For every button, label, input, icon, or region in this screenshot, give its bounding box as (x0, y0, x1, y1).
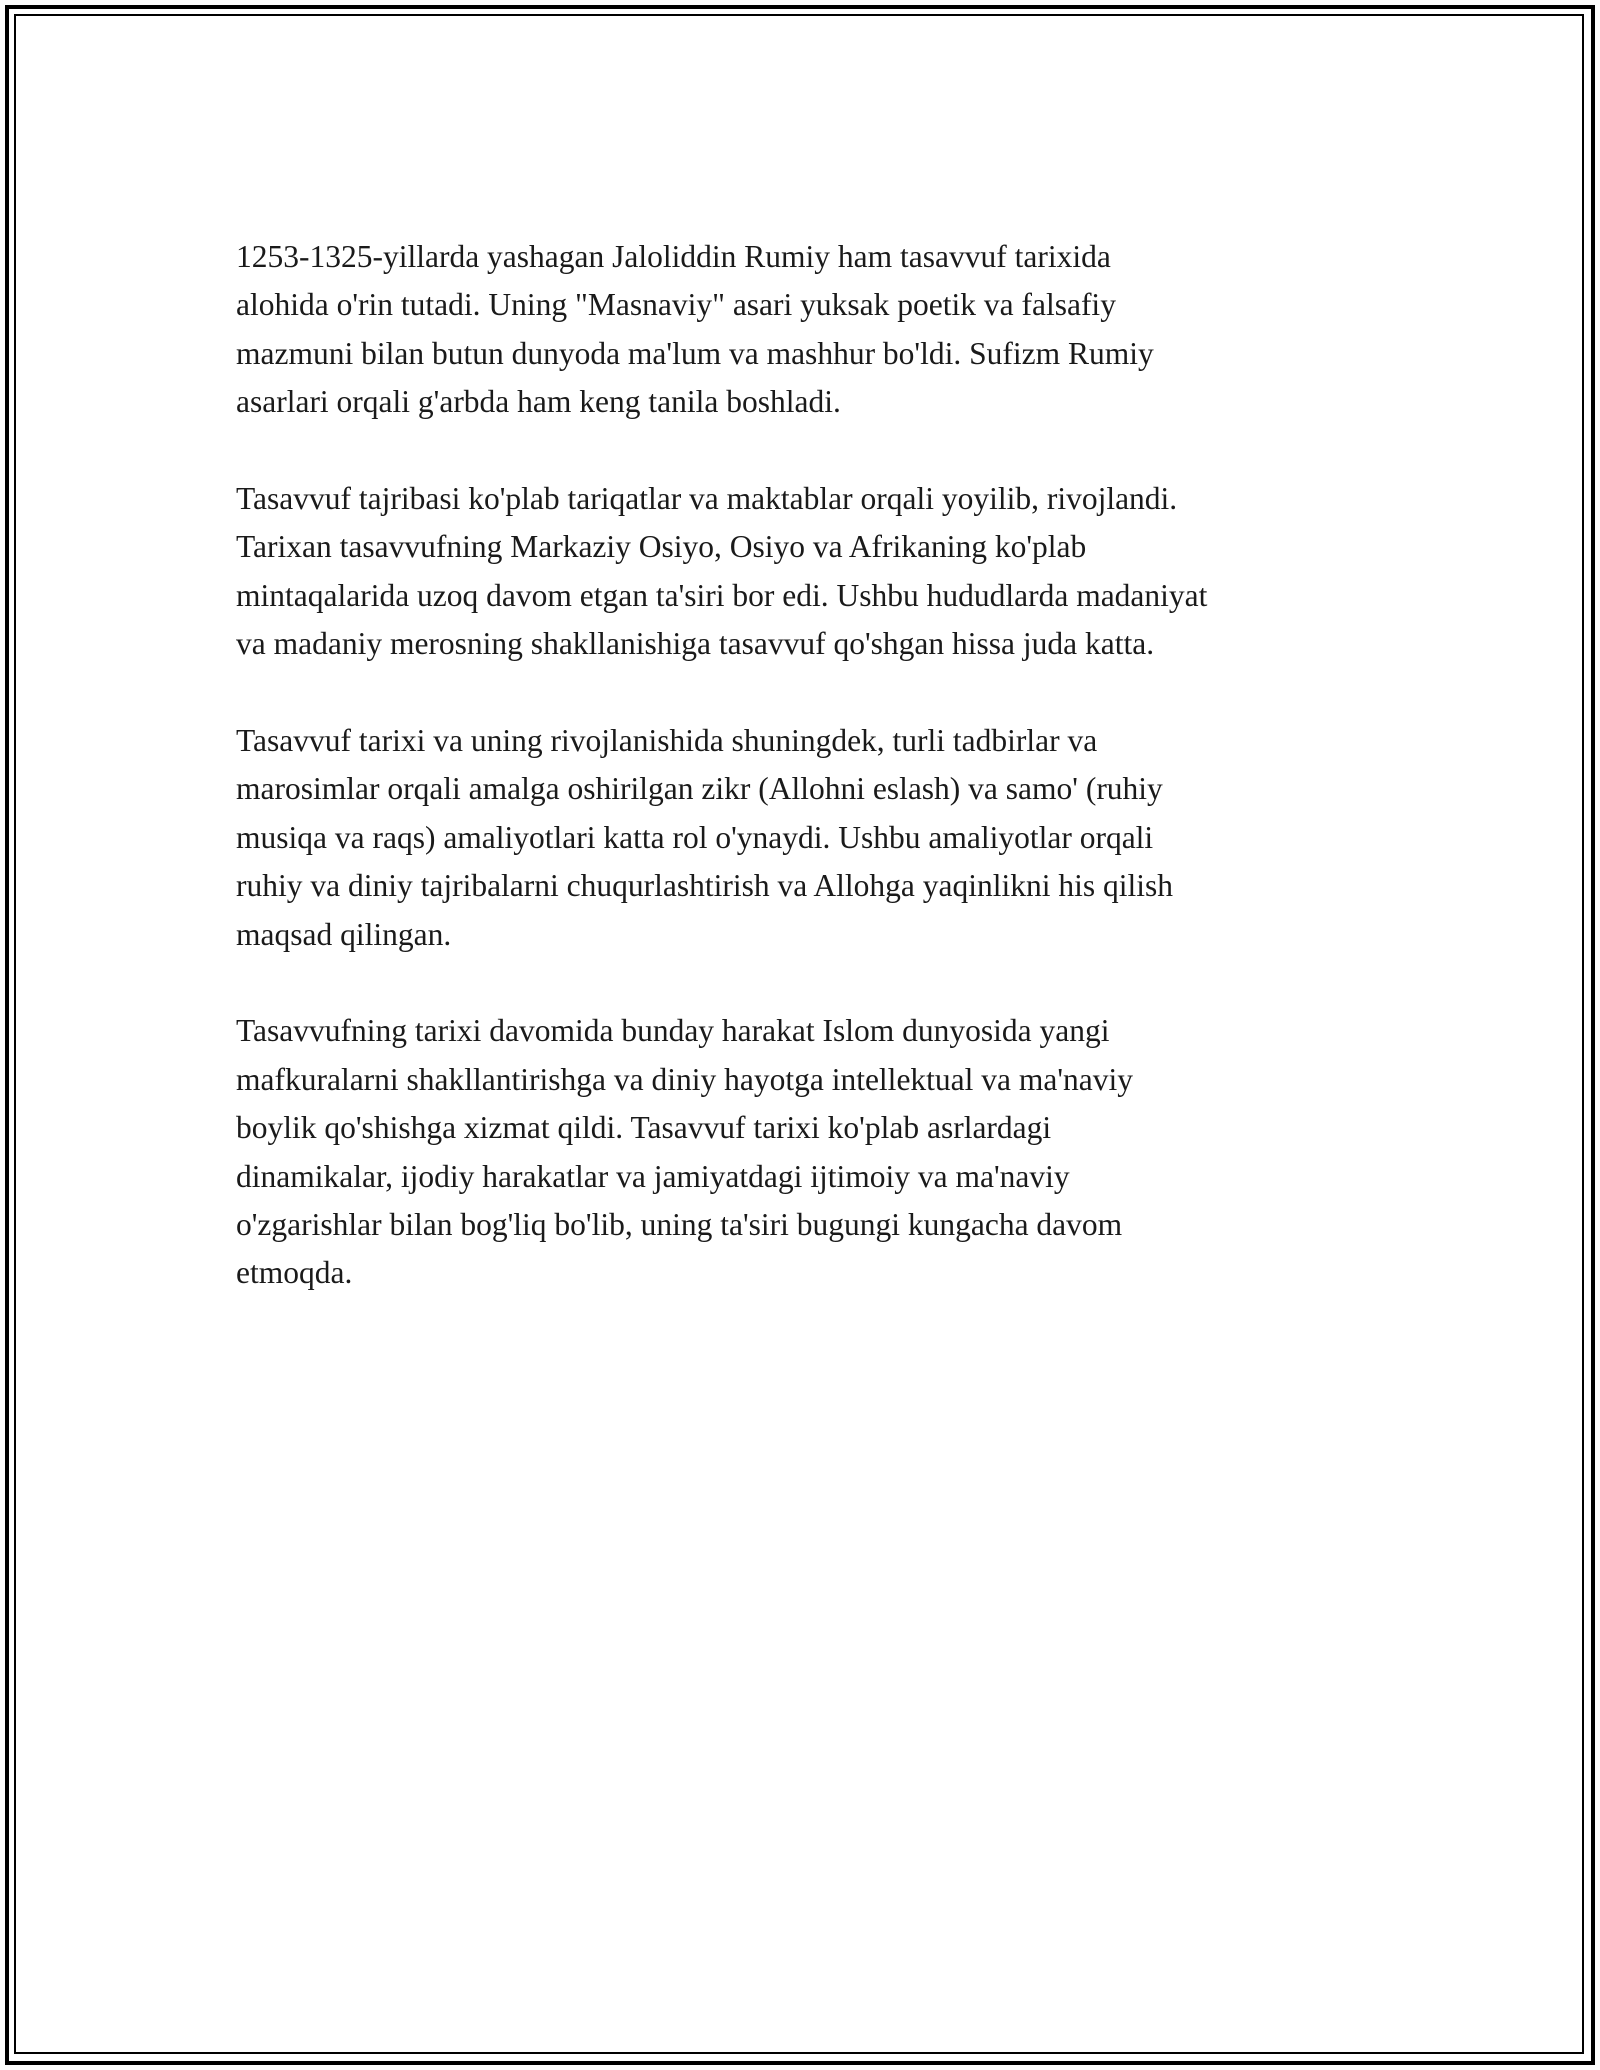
text-line: o'zgarishlar bilan bog'liq bo'lib, uning ta'siri bugungi kungacha davom (236, 1207, 1123, 1243)
text-line: 1253-1325-yillarda yashagan Jaloliddin Rumiy ham tasavvuf tarixida (236, 239, 1111, 274)
paragraph-rumiy (236, 233, 1416, 427)
text-line: mafkuralarni shakllantirishga va diniy hayotga intellektual va ma'naviy (236, 1061, 1134, 1097)
paragraph-zikr-samo (236, 717, 1416, 959)
text-line: asarlari orqali g'arbda ham keng tanila boshladi. (236, 384, 841, 420)
text-line: marosimlar orqali amalga oshirilgan zikr (Allohni eslash) va samo' (ruhiy (236, 771, 1163, 807)
text-line: musiqa va raqs) amaliyotlari katta rol o'ynaydi. Ushbu amaliyotlar orqali (236, 819, 1154, 855)
text-line: va madaniy merosning shakllanishiga tasavvuf qo'shgan hissa juda katta. (236, 626, 1155, 662)
document-body (236, 233, 1416, 1346)
text-line: Tasavvuf tajribasi ko'plab tariqatlar va maktablar orqali yoyilib, rivojlandi. (236, 481, 1178, 517)
text-line: dinamikalar, ijodiy harakatlar va jamiyatdagi ijtimoiy va ma'naviy (236, 1158, 1070, 1194)
text-line: Tasavvuf tarixi va uning rivojlanishida shuningdek, turli tadbirlar va (236, 723, 1098, 759)
paragraph-mafkuralar (236, 1007, 1416, 1297)
text-line: mintaqalarida uzoq davom etgan ta'siri bor edi. Ushbu hududlarda madaniyat (236, 577, 1208, 613)
text-line: etmoqda. (236, 1255, 353, 1291)
text-line: Tasavvufning tarixi davomida bunday harakat Islom dunyosida yangi (236, 1013, 1110, 1049)
text-line: maqsad qilingan. (236, 916, 452, 952)
text-line: boylik qo'shishga xizmat qildi. Tasavvuf tarixi ko'plab asrlardagi (236, 1110, 1052, 1146)
text-line: Tarixan tasavvufning Markaziy Osiyo, Osiyo va Afrikaning ko'plab (236, 529, 1087, 565)
paragraph-tariqatlar (236, 475, 1416, 669)
text-line: ruhiy va diniy tajribalarni chuqurlashtirish va Allohga yaqinlikni his qilish (236, 868, 1173, 904)
text-line: mazmuni bilan butun dunyoda ma'lum va mashhur bo'ldi. Sufizm Rumiy (236, 335, 1154, 371)
text-line: alohida o'rin tutadi. Uning "Masnaviy" asari yuksak poetik va falsafiy (236, 287, 1116, 323)
